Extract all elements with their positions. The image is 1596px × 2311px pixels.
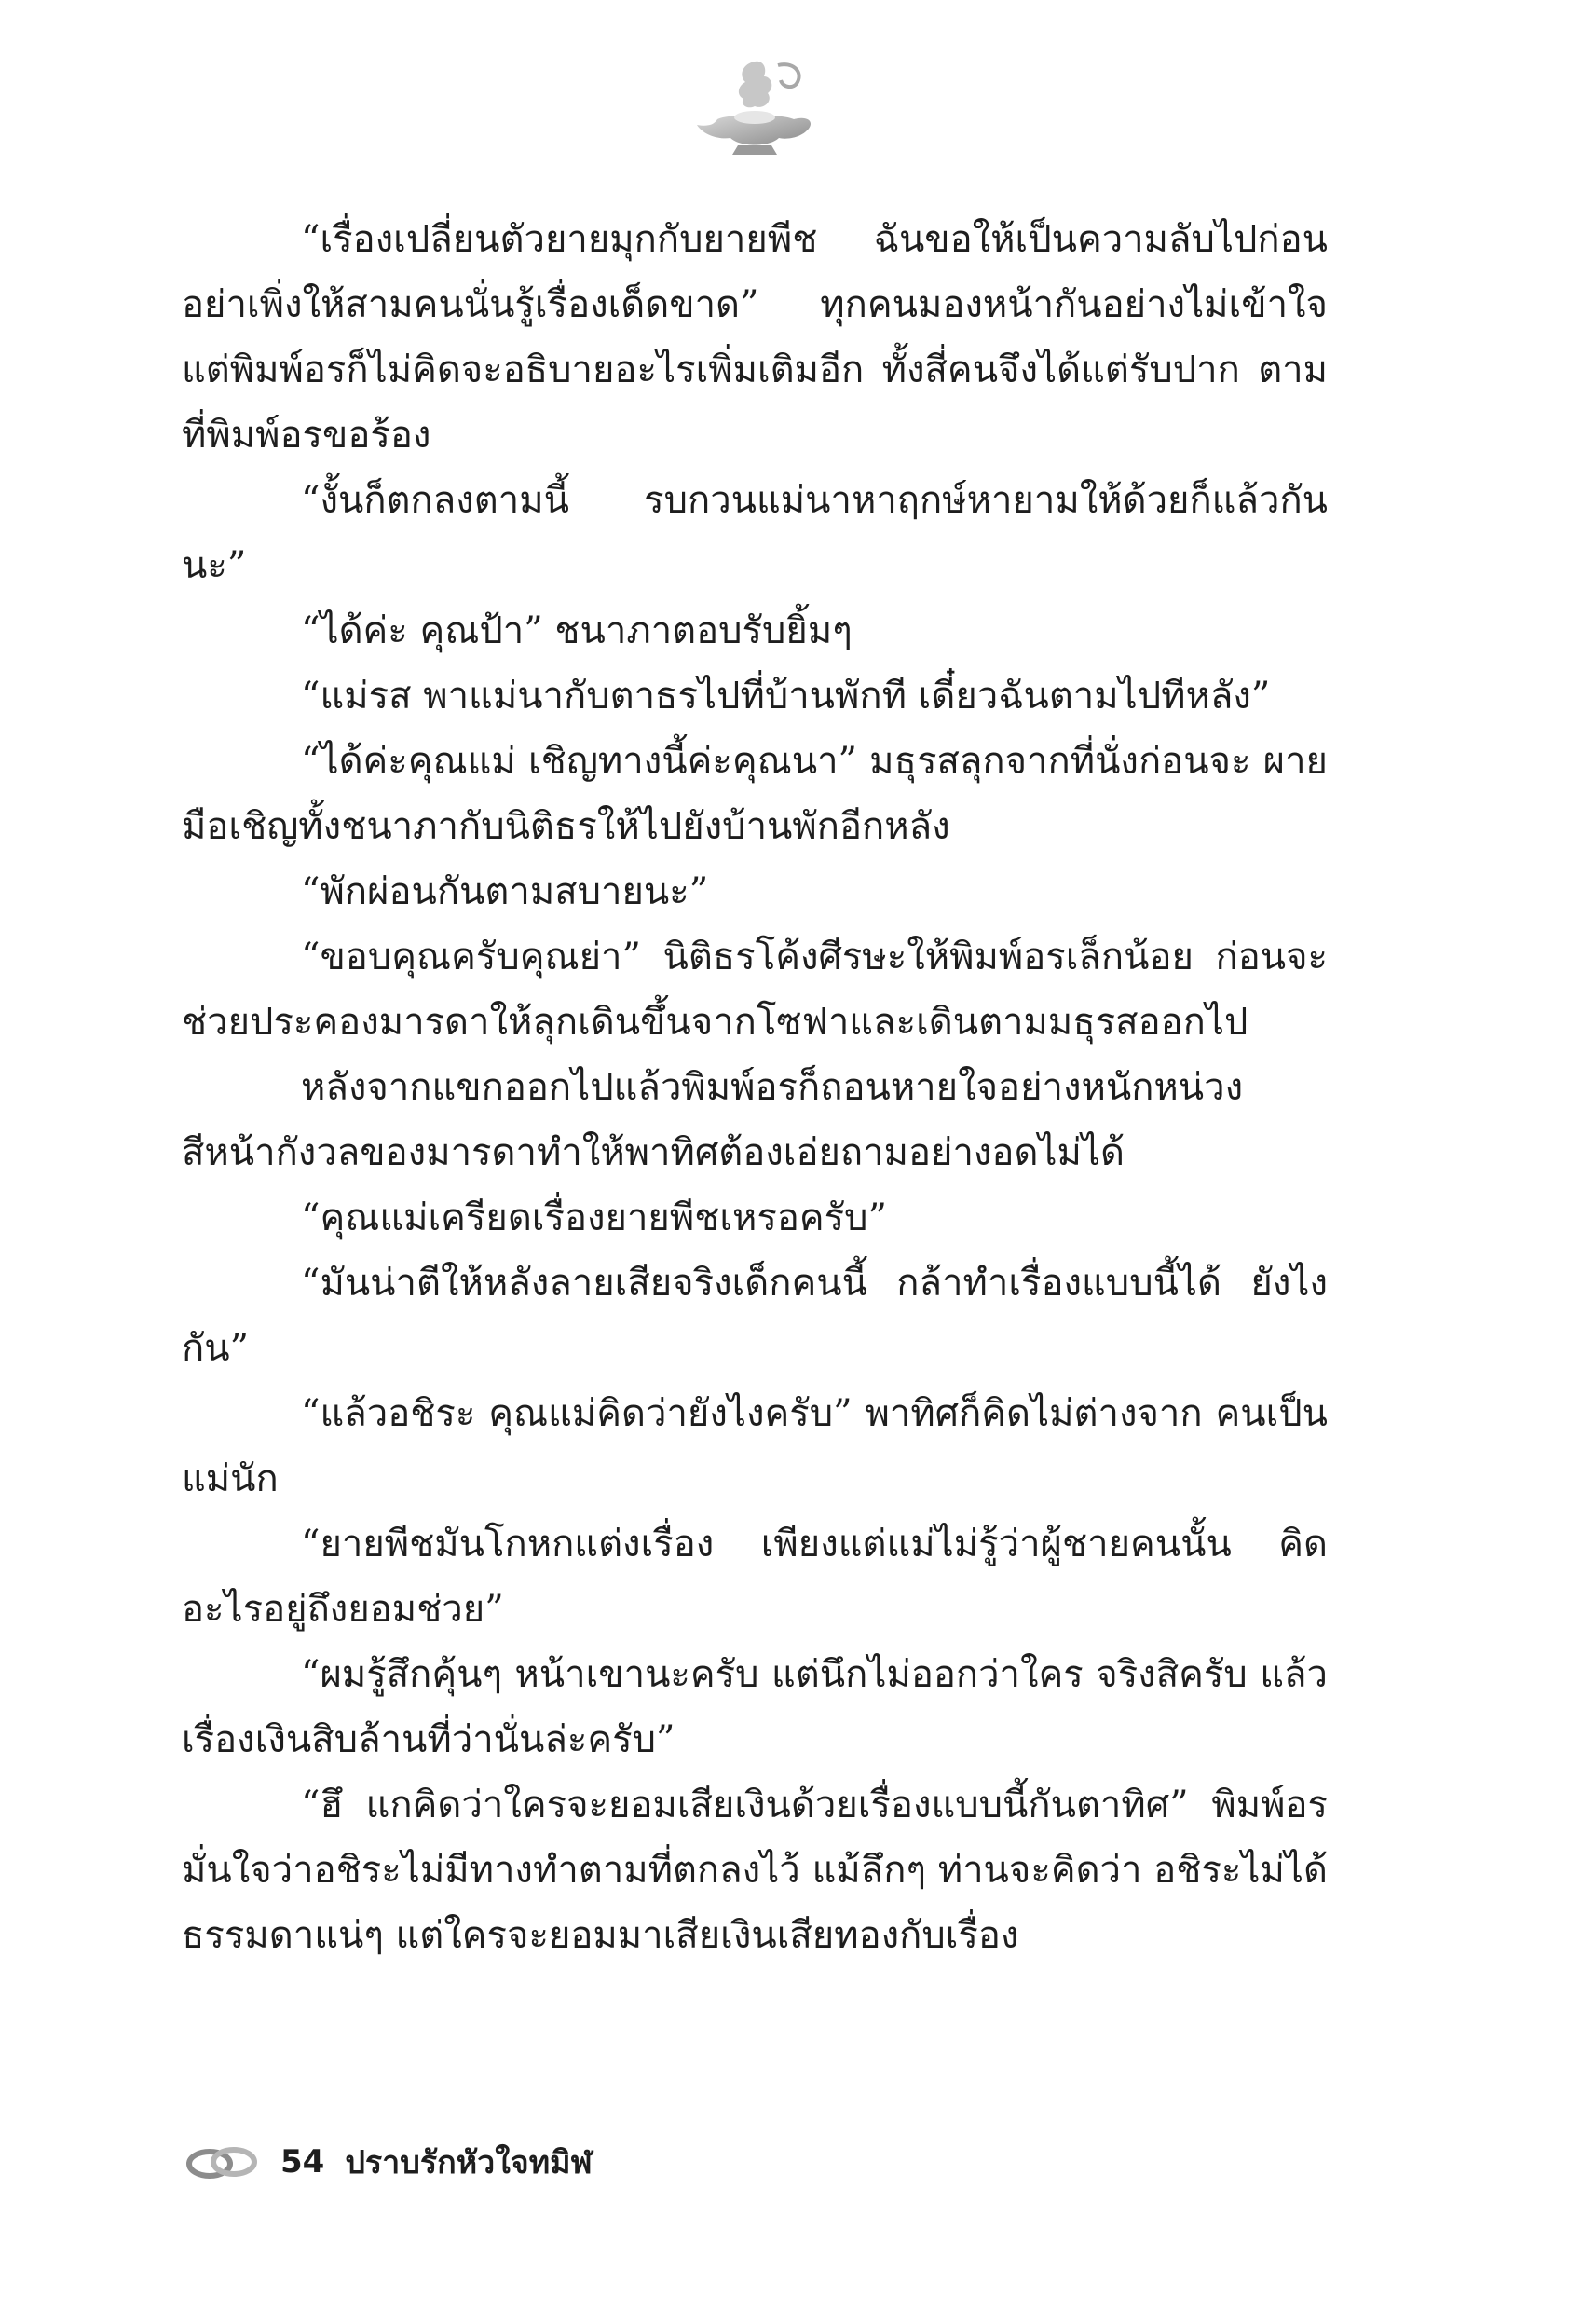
genie-lamp-icon (689, 54, 820, 166)
paragraph: “ยายพีชมันโกหกแต่งเรื่อง เพียงแต่แม่ไม่รู้ว่าผู้ชายคนนั้น คิดอะไรอยู่ถึงยอมช่วย” (182, 1523, 1328, 1631)
paragraph: “ขอบคุณครับคุณย่า” นิติธรโค้งศีรษะให้พิมพ์อรเล็กน้อย ก่อนจะ ช่วยประคองมารดาให้ลุกเดินขึ้นจากโซฟาและเดินตามมธุรสออกไป (182, 936, 1328, 1044)
paragraph: “งั้นก็ตกลงตามนี้ รบกวนแม่นาหาฤกษ์หายามให้ด้วยก็แล้วกันนะ” (182, 479, 1328, 587)
paragraph: “เรื่องเปลี่ยนตัวยายมุกกับยายพีช ฉันขอให้เป็นความลับไปก่อน อย่าเพิ่งให้สามคนนั่นรู้เรื่องเด็ดขาด” ทุกคนมองหน้ากันอย่างไม่เข้าใจ แต่พิมพ์อรก็ไม่คิดจะอธิบายอะไรเพิ่มเติมอีก ทั้งสี่คนจึงได้แต่รับปาก ตามที่พิมพ์อรขอร้อง (182, 218, 1328, 457)
body-text (182, 207, 1328, 1968)
rings-icon (182, 2143, 262, 2181)
book-title: ปราบรักหัวใจทมิฬ (345, 2144, 593, 2181)
paragraph: “แล้วอชิระ คุณแม่คิดว่ายังไงครับ” พาทิศก็คิดไม่ต่างจาก คนเป็นแม่นัก (182, 1392, 1328, 1500)
paragraph: “คุณแม่เครียดเรื่องยายพีชเหรอครับ” (301, 1197, 887, 1239)
paragraph: หลังจากแขกออกไปแล้วพิมพ์อรก็ถอนหายใจอย่างหนักหน่วง สีหน้ากังวลของมารดาทำให้พาทิศต้องเอ่ยถามอย่างอดไม่ได้ (182, 1066, 1244, 1174)
paragraph: “ได้ค่ะคุณแม่ เชิญทางนี้ค่ะคุณนา” มธุรสลุกจากที่นั่งก่อนจะ ผายมือเชิญทั้งชนาภากับนิติธรให้ไปยังบ้านพักอีกหลัง (182, 740, 1328, 848)
page-footer (182, 2134, 593, 2190)
page-number: 54 (280, 2143, 325, 2181)
paragraph: “ฮึ แกคิดว่าใครจะยอมเสียเงินด้วยเรื่องแบบนี้กันตาทิศ” พิมพ์อรมั่นใจว่าอชิระไม่มีทางทำตามที่ตกลงไว้ แม้ลึกๆ ท่านจะคิดว่า อชิระไม่ได้ธรรมดาแน่ๆ แต่ใครจะยอมมาเสียเงินเสียทองกับเรื่อง (182, 1784, 1328, 1957)
paragraph: “ผมรู้สึกคุ้นๆ หน้าเขานะครับ แต่นึกไม่ออกว่าใคร จริงสิครับ แล้วเรื่องเงินสิบล้านที่ว่านั่นล่ะครับ” (182, 1653, 1328, 1761)
paragraph: “แม่รส พาแม่นากับตาธรไปที่บ้านพักที เดี๋ยวฉันตามไปทีหลัง” (301, 675, 1271, 718)
paragraph: “ได้ค่ะ คุณป้า” ชนาภาตอบรับยิ้มๆ (301, 609, 853, 652)
paragraph: “มันน่าตีให้หลังลายเสียจริงเด็กคนนี้ กล้าทำเรื่องแบบนี้ได้ ยังไงกัน” (182, 1262, 1328, 1370)
paragraph: “พักผ่อนกันตามสบายนะ” (301, 870, 709, 913)
